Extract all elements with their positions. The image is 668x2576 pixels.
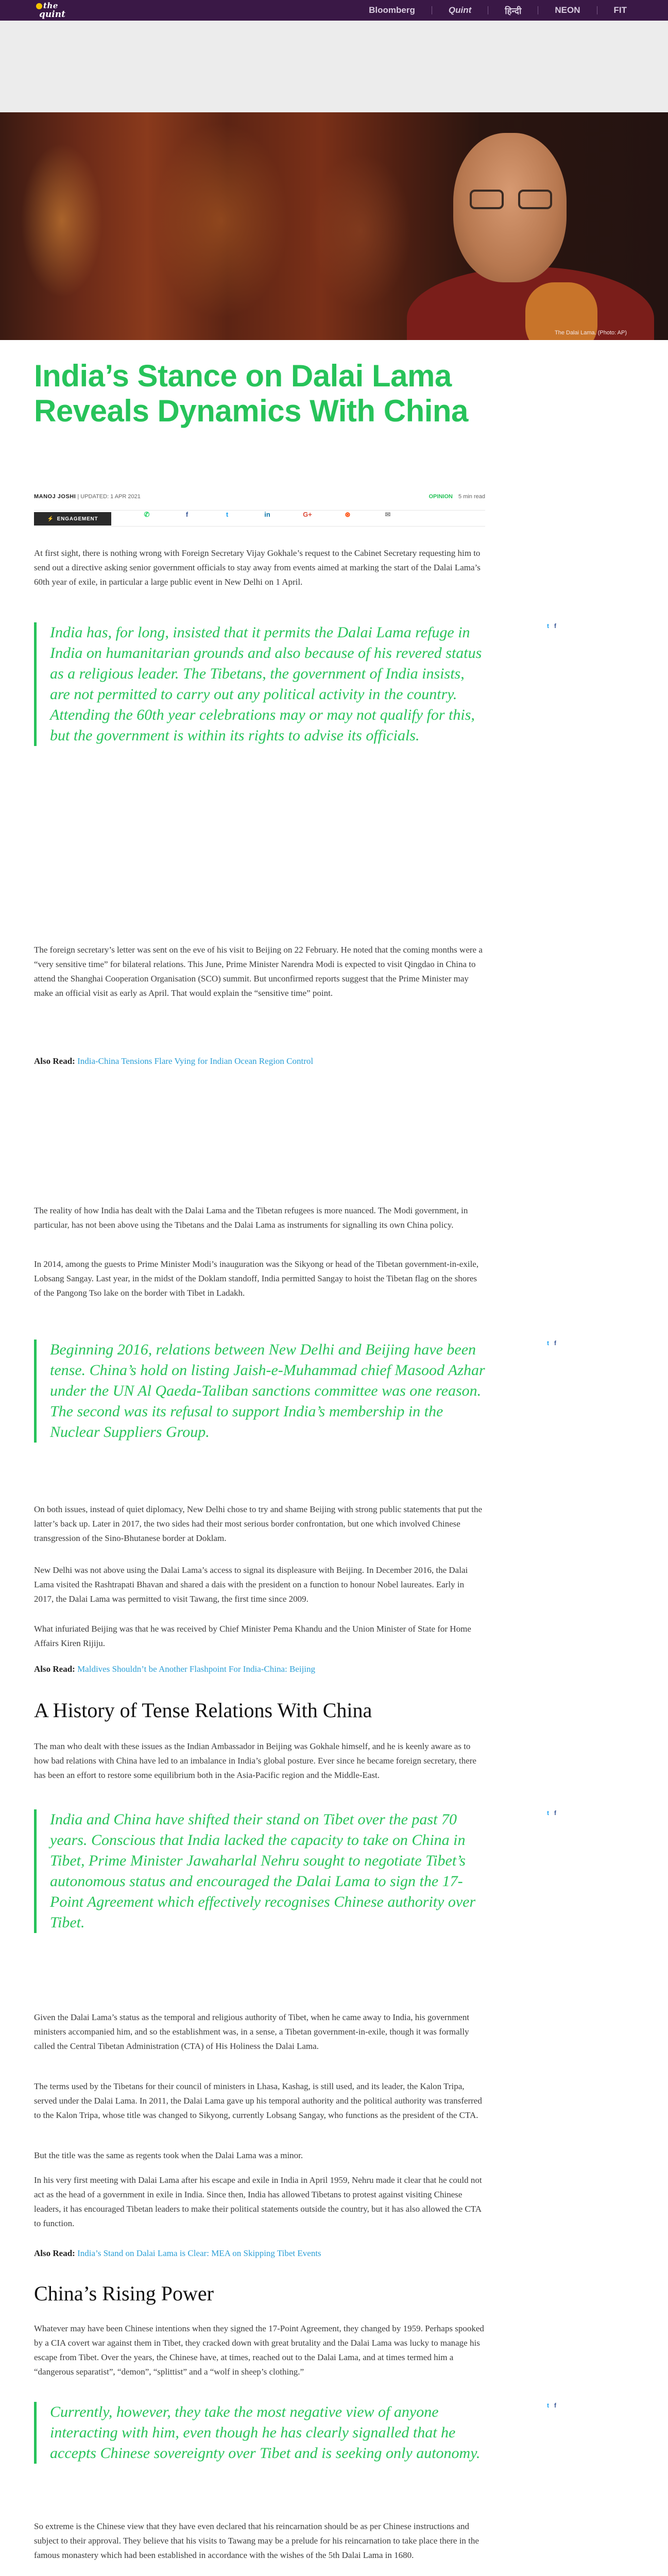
paragraph: The foreign secretary’s letter was sent on the eve of his visit to Beijing on 22 February. He noted that the coming months were a “very sensitive time” for bilateral relations. This June, Prime Minister Narendra Modi is expected to visit Qingdao in China to attend the Shanghai Cooperation Organisation (SCO) summit. But unconfirmed reports suggest that the Prime Minister may make an official visit as early as April. That would explain the “sensitive time” point.: [34, 945, 483, 998]
section-heading: A History of Tense Relations With China: [34, 1699, 372, 1722]
paragraph: In 2014, among the guests to Prime Minister Modi’s inauguration was the Sikyong or head of the Tibetan government-in-exile, Lobsang Sangay. Last year, in the midst of the Doklam standoff, India permitted Sangay to hoist the Tibetan flag on the shores of the Pangong Tso lake on the border with Tibet in Ladakh.: [34, 1259, 479, 1298]
paragraph: In his very first meeting with Dalai Lama after his escape and exile in India in April 1959, Nehru made it clear that he could not act as the head of a government in exile in India. Since then, India has allowed Tibetans to protest against visiting Chinese leaders, it has encouraged Tibetan leaders to make their political statements outside the country, but it has also allowed the CTA to function.: [34, 2175, 482, 2228]
pull-quote: India has, for long, insisted that it permits the Dalai Lama refuge in India on humanitarian grounds and also because of his revered status as a religious leader. The Tibetans, the government of India insists, are not permitted to carry out any political activity in the country. Attending the 60th year celebrations may or may not qualify for this, but the government is within its rights to advise its officials.: [34, 622, 485, 746]
quote-share: [547, 622, 578, 630]
also-read-link[interactable]: India’s Stand on Dalai Lama is Clear: MEA on Skipping Tibet Events: [77, 2248, 321, 2258]
pull-quote: India and China have shifted their stand on Tibet over the past 70 years. Conscious that India lacked the capacity to take on China in Tibet, Prime Minister Jawaharlal Nehru sought to negotiate Tibet’s autonomous status and encouraged the Dalai Lama to sign the 17-Point Agreement which effectively recognises Chinese authority over Tibet.: [34, 1809, 485, 1933]
facebook-icon[interactable]: f: [185, 511, 189, 518]
partner-link-bloomberg[interactable]: Bloomberg: [369, 5, 415, 15]
paragraph: Given the Dalai Lama’s status as the temporal and religious authority of Tibet, when he came away to India, his government ministers accompanied him, and so the establishment was, in a sense, a Tibetan government-in-exile, though it was formally called the Central Tibetan Administration (CTA) of His Holiness the Dalai Lama.: [34, 2012, 470, 2051]
read-time: 5 min read: [458, 494, 485, 500]
twitter-icon[interactable]: t: [547, 1340, 549, 1347]
linkedin-icon[interactable]: in: [264, 511, 270, 518]
quote-share: [547, 1809, 578, 1817]
quote-share: [547, 1340, 578, 1347]
logo-dot-icon: [36, 3, 42, 9]
paragraph: On both issues, instead of quiet diplomacy, New Delhi chose to try and shame Beijing with strong public statements that put the latter’s back up. Later in 2017, the two sides had their most serious border confrontation, but one which involved Chinese transgression of the Sino-Bhutanese border at Doklam.: [34, 1504, 482, 1543]
article-container: [0, 340, 668, 2576]
paragraph: Whatever may have been Chinese intentions when they signed the 17-Point Agreement, they changed by 1959. Perhaps spooked by a CIA covert war against them in Tibet, they cracked down with great brutality and the Dalai Lama was lucky to manage his escape from Tibet. Over the years, the Chinese have, at times, reached out to the Dalai Lama, and at times termed him a “dangerous separatist”, “demon”, “splittist” and a “wolf in sheep’s clothing.”: [34, 2324, 484, 2377]
updated-date: | UPDATED: 1 APR 2021: [77, 494, 141, 500]
partner-link-quint[interactable]: Quint: [448, 5, 472, 15]
twitter-icon[interactable]: t: [547, 2402, 549, 2409]
paragraph: The reality of how India has dealt with the Dalai Lama and the Tibetan refugees is more nuanced. The Modi government, in particular, has not been above using the Tibetans and the Dalai Lama as instruments for signalling its own China policy.: [34, 1206, 468, 1230]
also-read-link[interactable]: India-China Tensions Flare Vying for Indian Ocean Region Control: [77, 1056, 314, 1066]
logo-line-1: the: [43, 1, 58, 10]
section-heading: China’s Rising Power: [34, 2282, 214, 2305]
pull-quote: Beginning 2016, relations between New Delhi and Beijing have been tense. China’s hold on listing Jaish-e-Muhammad chief Masood Azhar under the UN Al Qaeda-Taliban sanctions committee was one reason. The second was its refusal to support India’s membership in the Nuclear Suppliers Group.: [34, 1340, 485, 1443]
quote-share: [547, 2402, 578, 2409]
email-icon[interactable]: ✉: [385, 511, 391, 518]
twitter-icon[interactable]: t: [547, 622, 549, 630]
article-meta: [34, 494, 485, 504]
partner-link-neon[interactable]: NEON: [555, 5, 580, 15]
facebook-icon[interactable]: f: [554, 622, 556, 630]
share-icons: [127, 511, 408, 527]
paragraph: The terms used by the Tibetans for their council of ministers in Lhasa, Kashag, is still used, and its leader, the Kalon Tripa, served under the Dalai Lama. In 2011, the Dalai Lama gave up his temporal authority and the political authority was transferred to the Kalon Tripa, whose title was changed to Sikyong, currently Lobsang Sangay, who functions as the president of the CTA.: [34, 2081, 482, 2120]
twitter-icon[interactable]: t: [547, 1809, 549, 1817]
share-bar: [34, 510, 485, 527]
logo-line-2: quint: [39, 9, 65, 20]
also-read-link[interactable]: Maldives Shouldn’t be Another Flashpoint For India-China: Beijing: [77, 1664, 316, 1674]
pull-quote: Currently, however, they take the most negative view of anyone interacting with him, even though he has clearly signalled that he accepts Chinese sovereignty over Tibet and is seeking only autonomy.: [34, 2402, 485, 2464]
facebook-icon[interactable]: f: [554, 1340, 556, 1347]
also-read-label: Also Read:: [34, 1056, 75, 1066]
also-read-label: Also Read:: [34, 2248, 75, 2258]
paragraph: But the title was the same as regents took when the Dalai Lama was a minor.: [34, 2150, 303, 2160]
reddit-icon[interactable]: ⊛: [345, 511, 351, 518]
author-name[interactable]: MANOJ JOSHI: [34, 494, 76, 500]
paragraph: New Delhi was not above using the Dalai Lama’s access to signal its displeasure with Beijing. In December 2016, the Dalai Lama visited the Rashtrapati Bhavan and shared a dais with the president on a function to honour Nobel laureates. Early in 2017, the Dalai Lama was permitted to visit Tawang, the first time since 2009.: [34, 1565, 468, 1604]
partner-link-fit[interactable]: FIT: [613, 5, 627, 15]
facebook-icon[interactable]: f: [554, 2402, 556, 2409]
paragraph: At first sight, there is nothing wrong with Foreign Secretary Vijay Gokhale’s request to the Cabinet Secretary requesting him to send out a directive asking senior government officials to stay away from events aimed at marking the start of the Dalai Lama’s 60th year of exile, in particular a large public event in New Delhi on 1 April.: [34, 548, 481, 587]
facebook-icon[interactable]: f: [554, 1809, 556, 1817]
lightning-icon: ⚡: [47, 516, 54, 522]
top-navbar: [0, 0, 668, 21]
engagement-button[interactable]: [34, 512, 111, 526]
engagement-label: ENGAGEMENT: [57, 516, 98, 522]
hero-image-dalai-lama: [0, 112, 668, 340]
paragraph: What infuriated Beijing was that he was received by Chief Minister Pema Khandu and the Union Minister of State for Home Affairs Kiren Rijiju.: [34, 1624, 471, 1648]
twitter-icon[interactable]: t: [226, 511, 229, 518]
google-plus-icon[interactable]: G+: [303, 511, 312, 518]
the-quint-logo[interactable]: [34, 1, 65, 20]
article-title: India’s Stance on Dalai Lama Reveals Dynamics With China: [34, 359, 468, 428]
also-read: [34, 1054, 485, 1069]
also-read-label: Also Read:: [34, 1664, 75, 1674]
whatsapp-icon[interactable]: ✆: [144, 511, 150, 518]
paragraph: So extreme is the Chinese view that they have even declared that his reincarnation should be as per Chinese instructions and subject to their approval. They believe that his visits to Tawang may be a prelude for his reincarnation to take place there in the famous monastery which had been established in accordance with the wishes of the 5th Dalai Lama in 1680.: [34, 2521, 479, 2560]
also-read: [34, 1662, 485, 1676]
section-tag[interactable]: OPINION: [429, 494, 453, 500]
hero-caption: The Dalai Lama. (Photo: AP): [554, 330, 627, 336]
also-read: [34, 2246, 485, 2261]
partner-link-hindi[interactable]: हिन्दी: [505, 6, 522, 16]
partner-links: [369, 0, 627, 21]
paragraph: The man who dealt with these issues as the Indian Ambassador in Beijing was Gokhale himself, and he is keenly aware as to how bad relations with China have led to an imbalance in India’s global posture. Ever since he became foreign secretary, there has been an effort to restore some equilibrium both in the Asia-Pacific region and the Middle-East.: [34, 1741, 476, 1780]
